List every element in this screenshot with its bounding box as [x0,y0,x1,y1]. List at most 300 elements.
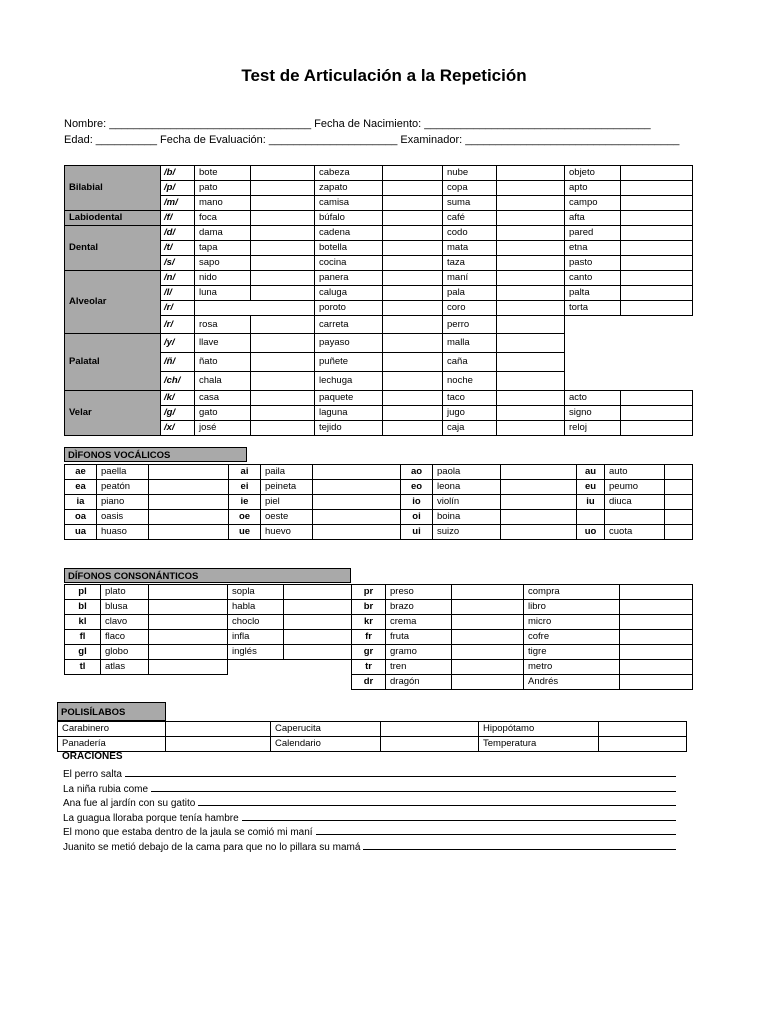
table-row [352,585,693,600]
word-cell: pala [443,286,497,301]
answer-cell [383,334,443,353]
table-row [58,722,687,737]
word-cell: atlas [101,660,149,675]
word-cell: pasto [565,256,621,271]
word-cell: tren [386,660,452,675]
difono-label: ao [401,465,433,480]
oracion-item [63,824,676,838]
answer-cell [501,495,577,510]
word-cell: tapa [195,241,251,256]
table-row [352,675,693,690]
answer-cell [452,630,524,645]
answer-cell [251,391,315,406]
word-cell: copa [443,181,497,196]
word-cell: foca [195,211,251,226]
word-cell: rosa [195,316,251,334]
word-cell: malla [443,334,497,353]
answer-cell [501,525,577,540]
difono-label: pr [352,585,386,600]
answer-line [151,781,676,792]
phoneme-label: /k/ [161,391,195,406]
difono-label: ei [229,480,261,495]
answer-cell [383,196,443,211]
difono-label: tr [352,660,386,675]
oracion-text: El perro salta [63,769,122,780]
answer-cell [665,465,693,480]
answer-cell [284,645,352,660]
answer-cell [497,334,565,353]
answer-cell [620,585,693,600]
answer-cell [383,256,443,271]
answer-cell [452,660,524,675]
answer-cell [497,353,565,372]
difono-label: ui [401,525,433,540]
answer-cell [251,196,315,211]
answer-cell [149,645,228,660]
answer-cell [383,391,443,406]
answer-cell [149,525,229,540]
word-cell: perro [443,316,497,334]
answer-cell [621,166,693,181]
word-cell: signo [565,406,621,421]
table-row [65,211,693,226]
word-cell: taza [443,256,497,271]
difono-label: dr [352,675,386,690]
word-cell: globo [101,645,149,660]
answer-cell [166,722,271,737]
word-cell: crema [386,615,452,630]
phoneme-label: /x/ [161,421,195,436]
answer-cell [497,211,565,226]
oracion-item [63,839,676,853]
answer-cell [497,372,565,391]
answer-cell [284,630,352,645]
answer-cell [620,600,693,615]
word-cell: acto [565,391,621,406]
word-cell: nido [195,271,251,286]
table-row [352,645,693,660]
answer-cell [501,510,577,525]
answer-cell [166,737,271,752]
answer-cell [381,722,479,737]
answer-cell [497,181,565,196]
category-dental: Dental [65,226,161,271]
answer-cell [599,737,687,752]
word-cell: coro [443,301,497,316]
word-cell: Calendario [271,737,381,752]
oracion-text: La guagua lloraba porque tenía hambre [63,812,239,824]
phoneme-label: /y/ [161,334,195,353]
difono-label: bl [65,600,101,615]
difono-label: oi [401,510,433,525]
header-line-age-evaluator: Edad: __________ Fecha de Evaluación: _____________________ Examinador: ___________________________________ [64,134,680,146]
vocalicos-title: DÌFONOS VOCÁLICOS [64,447,247,462]
word-cell: paella [97,465,149,480]
word-cell: Hipopótamo [479,722,599,737]
word-cell: Andrés [524,675,620,690]
word-cell: cabeza [315,166,383,181]
polisilabos-table [57,721,687,752]
difono-label: oa [65,510,97,525]
answer-cell [620,660,693,675]
oracion-item [63,810,676,824]
difono-label: kl [65,615,101,630]
answer-cell [383,226,443,241]
difono-label: ie [229,495,261,510]
word-cell: huaso [97,525,149,540]
word-cell: oasis [97,510,149,525]
phoneme-label: /r/ [161,316,195,334]
phoneme-label: /ch/ [161,372,195,391]
answer-cell [313,495,401,510]
word-cell: peineta [261,480,313,495]
answer-cell [621,421,693,436]
word-cell: cocina [315,256,383,271]
answer-cell [621,391,693,406]
word-cell: café [443,211,497,226]
oracion-text: Ana fue al jardín con su gatito [63,798,196,810]
category-bilabial: Bilabial [65,166,161,211]
phoneme-label: /r/ [161,301,195,316]
word-cell: palta [565,286,621,301]
word-cell: infla [228,630,284,645]
word-cell: choclo [228,615,284,630]
answer-cell [497,271,565,286]
word-cell: cuota [605,525,665,540]
word-cell: piano [97,495,149,510]
phoneme-label: /ñ/ [161,353,195,372]
answer-cell [665,480,693,495]
answer-cell [383,166,443,181]
answer-cell [497,391,565,406]
word-cell: piel [261,495,313,510]
answer-cell [251,271,315,286]
answer-cell [497,226,565,241]
answer-cell [251,421,315,436]
answer-cell [383,301,443,316]
table-row [58,737,687,752]
difono-label: ia [65,495,97,510]
word-cell: pared [565,226,621,241]
word-cell: botella [315,241,383,256]
difono-label: fr [352,630,386,645]
word-cell: afta [565,211,621,226]
word-cell: caja [443,421,497,436]
word-cell: caluga [315,286,383,301]
word-cell: chala [195,372,251,391]
word-cell [605,510,665,525]
phoneme-label: /f/ [161,211,195,226]
word-cell: tejido [315,421,383,436]
word-cell: boina [433,510,501,525]
word-cell: tigre [524,645,620,660]
word-cell: suizo [433,525,501,540]
answer-cell [665,495,693,510]
table-row [65,630,352,645]
answer-cell [149,480,229,495]
table-row [352,660,693,675]
oraciones-title: ORACIONES [62,751,123,762]
word-cell: Caperucita [271,722,381,737]
answer-cell [149,510,229,525]
word-cell: oeste [261,510,313,525]
answer-cell [251,406,315,421]
answer-cell [251,372,315,391]
answer-cell [284,585,352,600]
word-cell: torta [565,301,621,316]
answer-cell [621,241,693,256]
phoneme-label: /g/ [161,406,195,421]
difono-label: ue [229,525,261,540]
phoneme-label: /p/ [161,181,195,196]
answer-cell [251,241,315,256]
word-cell: pato [195,181,251,196]
phoneme-label: /n/ [161,271,195,286]
word-cell: mata [443,241,497,256]
answer-cell [251,316,315,334]
table-row [65,525,693,540]
word-cell: caña [443,353,497,372]
oracion-item [63,781,676,795]
answer-cell [313,525,401,540]
word-cell: ñato [195,353,251,372]
polisilabos-title: POLISÍLABOS [57,702,166,721]
word-cell: fruta [386,630,452,645]
answer-cell [383,372,443,391]
word-cell: inglés [228,645,284,660]
answer-cell [621,271,693,286]
answer-cell [621,211,693,226]
consonanticos-left-table [64,584,352,675]
oracion-item [63,766,676,780]
answer-cell [313,465,401,480]
difono-label: kr [352,615,386,630]
phoneme-label: /l/ [161,286,195,301]
word-cell: blusa [101,600,149,615]
answer-cell [621,181,693,196]
answer-line [198,795,676,806]
phoneme-label: /t/ [161,241,195,256]
answer-cell [497,316,565,334]
answer-cell [284,615,352,630]
answer-cell [383,211,443,226]
word-cell: paquete [315,391,383,406]
answer-cell [497,196,565,211]
answer-cell [452,600,524,615]
word-cell: paola [433,465,501,480]
difono-label: oe [229,510,261,525]
answer-cell [621,256,693,271]
answer-cell [313,480,401,495]
difono-label: ea [65,480,97,495]
answer-cell [383,181,443,196]
oracion-text: El mono que estaba dentro de la jaula se comió mi maní [63,827,313,839]
word-cell: panera [315,271,383,286]
answer-cell [452,615,524,630]
answer-cell [251,211,315,226]
empty-cell [228,660,352,675]
difono-label: gl [65,645,101,660]
table-row [65,510,693,525]
oracion-item [63,795,676,809]
word-cell: reloj [565,421,621,436]
difono-label: br [352,600,386,615]
difono-label: eo [401,480,433,495]
table-row [65,660,352,675]
answer-cell [381,737,479,752]
difono-label: gr [352,645,386,660]
answer-cell [383,406,443,421]
word-cell: cofre [524,630,620,645]
table-row [352,615,693,630]
answer-line [316,824,676,835]
table-row [65,391,693,406]
word-cell: gato [195,406,251,421]
answer-cell [452,585,524,600]
answer-cell [251,181,315,196]
word-cell: paila [261,465,313,480]
difono-label: uo [577,525,605,540]
answer-cell [383,353,443,372]
word-cell: codo [443,226,497,241]
word-cell: peumo [605,480,665,495]
difono-label: ua [65,525,97,540]
answer-cell [621,406,693,421]
word-cell: Temperatura [479,737,599,752]
answer-cell [620,615,693,630]
word-cell: taco [443,391,497,406]
phoneme-label: /d/ [161,226,195,241]
word-cell: metro [524,660,620,675]
word-cell: gramo [386,645,452,660]
difono-label: tl [65,660,101,675]
phoneme-label: /s/ [161,256,195,271]
table-row [65,585,352,600]
table-row [65,645,352,660]
word-cell: maní [443,271,497,286]
table-row [65,226,693,241]
answer-cell [665,510,693,525]
answer-cell [313,510,401,525]
difono-label: pl [65,585,101,600]
answer-cell [251,353,315,372]
word-cell: josé [195,421,251,436]
answer-cell [251,166,315,181]
table-row [65,480,693,495]
word-cell: poroto [315,301,383,316]
oracion-text: La niña rubia come [63,783,149,795]
answer-cell [149,630,228,645]
table-row [65,465,693,480]
word-cell: micro [524,615,620,630]
answer-cell [251,334,315,353]
difono-label: ae [65,465,97,480]
word-cell: payaso [315,334,383,353]
word-cell: llave [195,334,251,353]
table-row [65,615,352,630]
answer-cell [383,271,443,286]
answer-cell [149,615,228,630]
word-cell: búfalo [315,211,383,226]
word-cell: nube [443,166,497,181]
word-cell: zapato [315,181,383,196]
table-row [65,495,693,510]
answer-cell [383,421,443,436]
word-cell: camisa [315,196,383,211]
fonemas-table [64,165,693,436]
category-labiodental: Labiodental [65,211,161,226]
oracion-text: Juanito se metió debajo de la cama para que no lo pillara su mamá [63,842,361,853]
word-cell: habla [228,600,284,615]
answer-cell [599,722,687,737]
word-cell: auto [605,465,665,480]
answer-cell [149,495,229,510]
answer-cell [497,301,565,316]
answer-cell [497,256,565,271]
answer-cell [501,465,577,480]
word-cell: diuca [605,495,665,510]
word-cell: suma [443,196,497,211]
word-cell: laguna [315,406,383,421]
answer-cell [620,675,693,690]
answer-cell [149,585,228,600]
answer-cell [621,301,693,316]
answer-cell [251,256,315,271]
word-cell: mano [195,196,251,211]
consonanticos-title: DÍFONOS CONSONÁNTICOS [64,568,351,583]
difono-label: fl [65,630,101,645]
word-cell: campo [565,196,621,211]
word-cell: apto [565,181,621,196]
vocalicos-table [64,464,693,540]
word-cell: canto [565,271,621,286]
word-cell: noche [443,372,497,391]
word-cell: preso [386,585,452,600]
word-cell: brazo [386,600,452,615]
answer-cell [149,660,228,675]
answer-cell [621,196,693,211]
header-line-name-birthdate: Nombre: _________________________________ Fecha de Nacimiento: _____________________________________ [64,118,651,130]
answer-cell [497,421,565,436]
answer-cell [452,675,524,690]
word-cell: clavo [101,615,149,630]
answer-cell [497,166,565,181]
word-cell: leona [433,480,501,495]
category-palatal: Palatal [65,334,161,391]
difono-label: iu [577,495,605,510]
word-cell: huevo [261,525,313,540]
answer-cell [497,286,565,301]
empty-cell [565,316,693,391]
answer-cell [501,480,577,495]
answer-cell [383,286,443,301]
answer-cell [621,286,693,301]
answer-cell [452,645,524,660]
word-cell: puñete [315,353,383,372]
word-cell: compra [524,585,620,600]
word-cell: peatón [97,480,149,495]
word-cell: plato [101,585,149,600]
table-row [65,271,693,286]
answer-cell [251,286,315,301]
answer-cell [284,600,352,615]
table-row [352,600,693,615]
phoneme-label: /b/ [161,166,195,181]
answer-cell [149,465,229,480]
answer-cell [149,600,228,615]
difono-label: io [401,495,433,510]
answer-line [125,766,676,777]
